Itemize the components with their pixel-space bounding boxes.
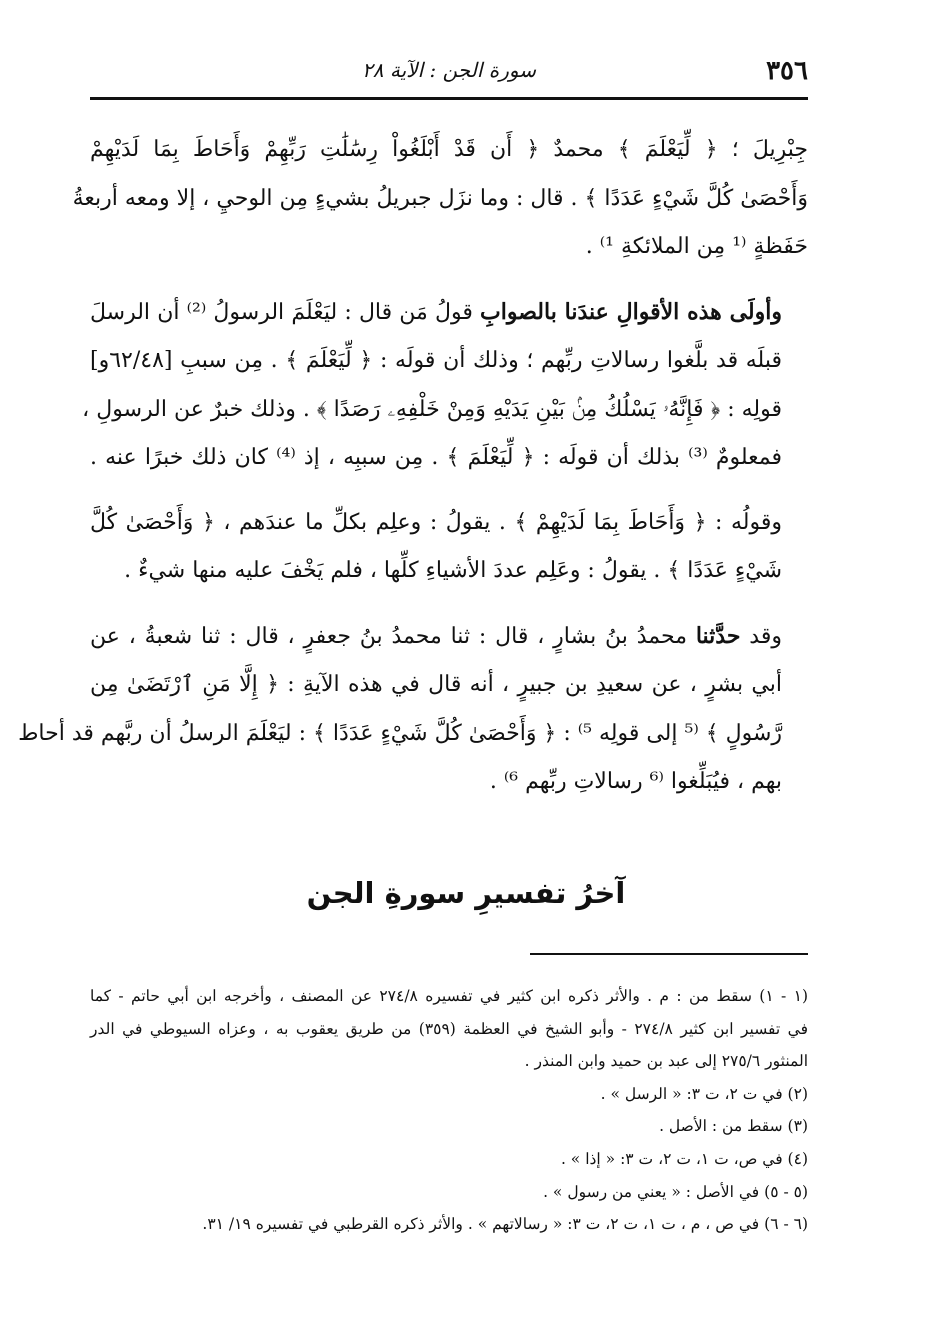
- text-line: أبي بشرٍ ، عن سعيدِ بن جبيرٍ ، أنه قال في هذه الآيةِ : ﴿ إِلَّا مَنِ ٱرْتَضَىٰ مِن: [90, 672, 782, 697]
- footnote-rule: [530, 953, 808, 955]
- main-text: [18, 126, 808, 823]
- paragraph: [82, 288, 808, 483]
- footnote-line: (٦ - ٦) في ص ، م ، ت ١، ت ٢، ت ٣: « رسالاتهم » . والأثر ذكره القرطبي في تفسيره ١٩/ ٣١.: [202, 1215, 808, 1234]
- footnotes: [90, 980, 808, 1241]
- footnote-line: (٤) في ص، ت ١، ت ٢، ت ٣: « إذا » .: [560, 1149, 808, 1168]
- footnote-line: في تفسير ابن كثير ٢٧٤/٨ - وأبو الشيخ في العظمة (٣٥٩) من طريق يعقوب به ، وعزاه السيوطي في الدر: [90, 1019, 808, 1038]
- bold-lead: حدَّثنا: [695, 622, 741, 649]
- footnote-line: (٥ - ٥) في الأصل : « يعني من رسول » .: [543, 1182, 808, 1201]
- text-line: قبلَه قد بلَّغوا رسالاتِ ربِّهم ؛ وذلك أن قولَه : ﴿ لِّيَعْلَمَ ﴾ . مِن سببِ [٦٢/٤٨و]: [90, 348, 782, 373]
- page-number: ٣٥٦: [766, 56, 808, 86]
- page-header: [90, 52, 808, 98]
- footnote-line: المنثور ٢٧٥/٦ إلى عبد بن حميد وابن المنذر .: [524, 1052, 808, 1071]
- text-line: فمعلومٌ ⁽³⁾ بذلك أن قولَه : ﴿ لِّيَعْلَمَ ﴾ . مِن سببِه ، إذ ⁽⁴⁾ كان ذلك خبرًا عنه .: [90, 445, 782, 470]
- paragraph: [72, 126, 808, 272]
- paragraph: [18, 612, 808, 807]
- text-line: وأولَى هذه الأقوالِ عندَنا بالصوابِ قولُ مَن قال : ليَعْلَمَ الرسولُ ⁽²⁾ أن الرسلَ: [90, 298, 782, 325]
- footnote-line: (٢) في ت ٢، ت ٣: « الرسل » .: [600, 1084, 808, 1103]
- text-line: وقد حدَّثنا محمدُ بنُ بشارٍ ، قال : ثنا محمدُ بنُ جعفرٍ ، قال : ثنا شعبةُ ، عن: [90, 622, 782, 649]
- text-line: وَأَحْصَىٰ كُلَّ شَيْءٍ عَدَدًا ﴾ . قال : وما نزَل جبريلُ بشيءٍ مِن الوحيِ ، إلا ومعه أربعةُ: [72, 185, 808, 211]
- bold-lead: وأولَى هذه الأقوالِ عندَنا بالصوابِ: [480, 298, 782, 325]
- closing-title: آخرُ تفسيرِ سورةِ الجن: [306, 876, 626, 910]
- paragraph: [90, 499, 808, 596]
- text-line: حَفَظةٍ ⁽¹ مِن الملائكةِ ¹⁾ .: [585, 234, 808, 259]
- text-line: بهم ، فيُبَلِّغوا ⁽⁶ رسالاتِ ربِّهم ⁶⁾ .: [489, 769, 782, 794]
- running-title: سورة الجن : الآية ٢٨: [362, 58, 536, 82]
- footnote-line: (٣) سقط من : الأصل .: [659, 1117, 808, 1136]
- header-rule: [90, 97, 808, 100]
- text-line: وقولُه : ﴿ وَأَحَاطَ بِمَا لَدَيْهِمْ ﴾ . يقولُ : وعلِم بكلِّ ما عندَهم ، ﴿ وَأَحْصَىٰ كُلَّ: [90, 509, 782, 535]
- text-line: شَيْءٍ عَدَدًا ﴾ . يقولُ : وعَلِم عددَ الأشياءِ كلِّها ، فلم يَخْفَ عليه منها شيءٌ .: [124, 558, 782, 583]
- text-line: جِبْرِيلَ ؛ ﴿ لِّيَعْلَمَ ﴾ محمدٌ ﴿ أَن قَدْ أَبْلَغُواْ رِسَٰلَٰتِ رَبِّهِمْ وَأَحَاطَ بِمَا لَدَيْهِمْ: [90, 137, 808, 162]
- text-line: قولِه : ﴿ فَإِنَّهُۥ يَسْلُكُ مِنۢ بَيْنِ يَدَيْهِ وَمِنْ خَلْفِهِۦ رَصَدًا ﴾ . وذلك خبرٌ عن الرسولِ ،: [82, 396, 782, 422]
- footnote-line: (١ - ١) سقط من : م . والأثر ذكره ابن كثير في تفسيره ٢٧٤/٨ عن المصنف ، وأخرجه ابن أبي حاتم - كما: [90, 987, 808, 1005]
- text-line: رَّسُولٍ ﴾ ⁽⁵ إلى قولِه ⁵⁾ : ﴿ وَأَحْصَىٰ كُلَّ شَيْءٍ عَدَدًا ﴾ : ليَعْلَمَ الرسلُ أن ربَّهم قد أحاط: [18, 720, 782, 746]
